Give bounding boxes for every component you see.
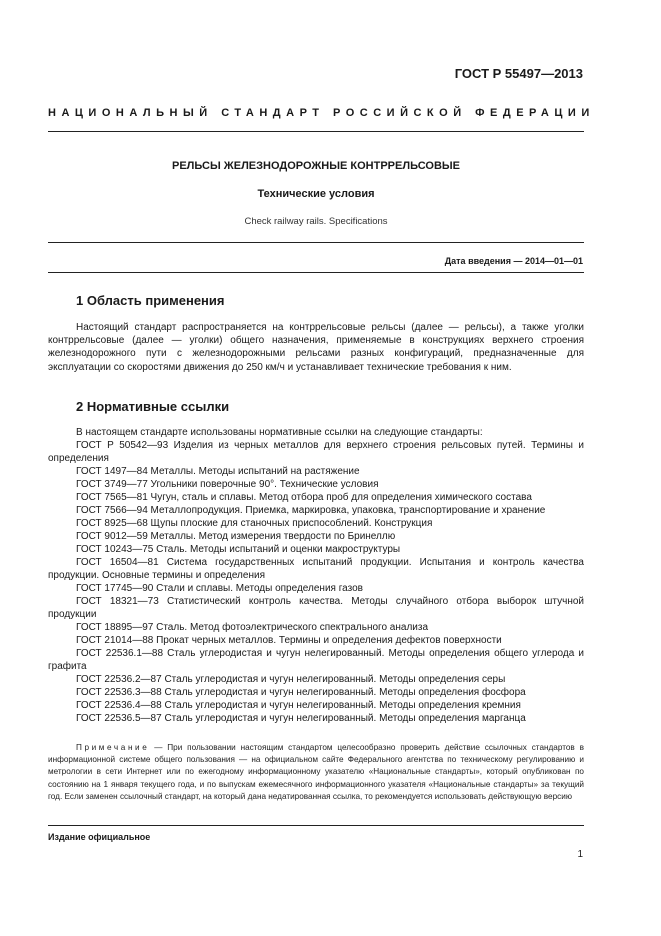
note-lead: Примечание (76, 743, 150, 752)
reference-item: ГОСТ 18321—73 Статистический контроль качества. Методы случайного отбора выборок штучной продукции (48, 596, 584, 620)
reference-item: ГОСТ 22536.4—88 Сталь углеродистая и чугун нелегированный. Методы определения кремния (76, 700, 521, 711)
reference-item: ГОСТ 18895—97 Сталь. Метод фотоэлектрического спектрального анализа (76, 622, 429, 633)
note-text: — При пользовании настоящим стандартом целесообразно проверить действие ссылочных стандартов в информационной системе общего пользования — на официальном сайте Федерального агентства по техническому регулированию и метрологии в сети Интернет или по ежегодному информационному указателю «Национальные стандарты», который опубликован по состоянию на 1 января текущего года, и по выпускам ежемесячного информационного указателя «Национальные стандарты» за текущий год. Если заменен ссылочный стандарт, на который дана недатированная ссылка, то рекомендуется использовать действующую версию (48, 743, 584, 801)
reference-item: ГОСТ 10243—75 Сталь. Методы испытаний и оценки макроструктуры (76, 544, 401, 555)
reference-item: ГОСТ Р 50542—93 Изделия из черных металлов для верхнего строения рельсовых путей. Термины и определения (48, 440, 584, 464)
normative-references (48, 426, 584, 725)
official-edition-label: Издание официальное (48, 832, 151, 842)
section-1-heading: 1 Область применения (76, 293, 225, 308)
reference-item: ГОСТ 7566—94 Металлопродукция. Приемка, маркировка, упаковка, транспортирование и хранение (76, 505, 546, 516)
title-rule (48, 242, 584, 243)
date-rule (48, 272, 584, 273)
english-title: Check railway rails. Specifications (244, 216, 388, 227)
reference-item: ГОСТ 22536.5—87 Сталь углеродистая и чугун нелегированный. Методы определения марганца (76, 713, 526, 724)
reference-item: ГОСТ 3749—77 Угольники поверочные 90°. Технические условия (76, 479, 379, 490)
national-standard-banner: НАЦИОНАЛЬНЫЙ СТАНДАРТ РОССИЙСКОЙ ФЕДЕРАЦИИ (48, 107, 595, 119)
reference-item: ГОСТ 22536.1—88 Сталь углеродистая и чугун нелегированный. Методы определения общего углерода и графита (48, 648, 584, 672)
note-paragraph (48, 742, 584, 803)
section-1-paragraph: Настоящий стандарт распространяется на контррельсовые рельсы (далее — рельсы), а также уголки контррельсовые (далее — уголки) общего назначения, применяемые в конструкциях верхнего строения железнодорожного пути с железнодорожными рельсами разных конфигураций, предназначенные для эксплуатации со скоростями движения до 250 км/ч и устанавливает технические требования к ним. (48, 322, 584, 373)
reference-item: ГОСТ 22536.3—88 Сталь углеродистая и чугун нелегированный. Методы определения фосфора (76, 687, 526, 698)
reference-item: ГОСТ 1497—84 Металлы. Методы испытаний на растяжение (76, 466, 360, 477)
reference-item: ГОСТ 21014—88 Прокат черных металлов. Термины и определения дефектов поверхности (76, 635, 502, 646)
header-rule (48, 131, 584, 132)
reference-item: ГОСТ 16504—81 Система государственных испытаний продукции. Испытания и контроль качества продукции. Основные термины и определения (48, 557, 584, 581)
reference-item: ГОСТ 22536.2—87 Сталь углеродистая и чугун нелегированный. Методы определения серы (76, 674, 506, 685)
document-title: РЕЛЬСЫ ЖЕЛЕЗНОДОРОЖНЫЕ КОНТРРЕЛЬСОВЫЕ (172, 160, 460, 172)
document-subtitle: Технические условия (257, 188, 375, 200)
references-intro: В настоящем стандарте использованы нормативные ссылки на следующие стандарты: (76, 427, 483, 438)
section-1-text (48, 321, 584, 374)
page-number: 1 (577, 849, 583, 860)
introduction-date: Дата введения — 2014—01—01 (444, 256, 583, 266)
note-block (48, 742, 584, 803)
reference-item: ГОСТ 9012—59 Металлы. Метод измерения твердости по Бринеллю (76, 531, 396, 542)
reference-item: ГОСТ 7565—81 Чугун, сталь и сплавы. Метод отбора проб для определения химического состава (76, 492, 532, 503)
reference-item: ГОСТ 8925—68 Щупы плоские для станочных приспособлений. Конструкция (76, 518, 433, 529)
reference-item: ГОСТ 17745—90 Стали и сплавы. Методы определения газов (76, 583, 363, 594)
document-code: ГОСТ Р 55497—2013 (454, 66, 583, 81)
footer-rule (48, 825, 584, 826)
section-2-heading: 2 Нормативные ссылки (76, 399, 230, 414)
